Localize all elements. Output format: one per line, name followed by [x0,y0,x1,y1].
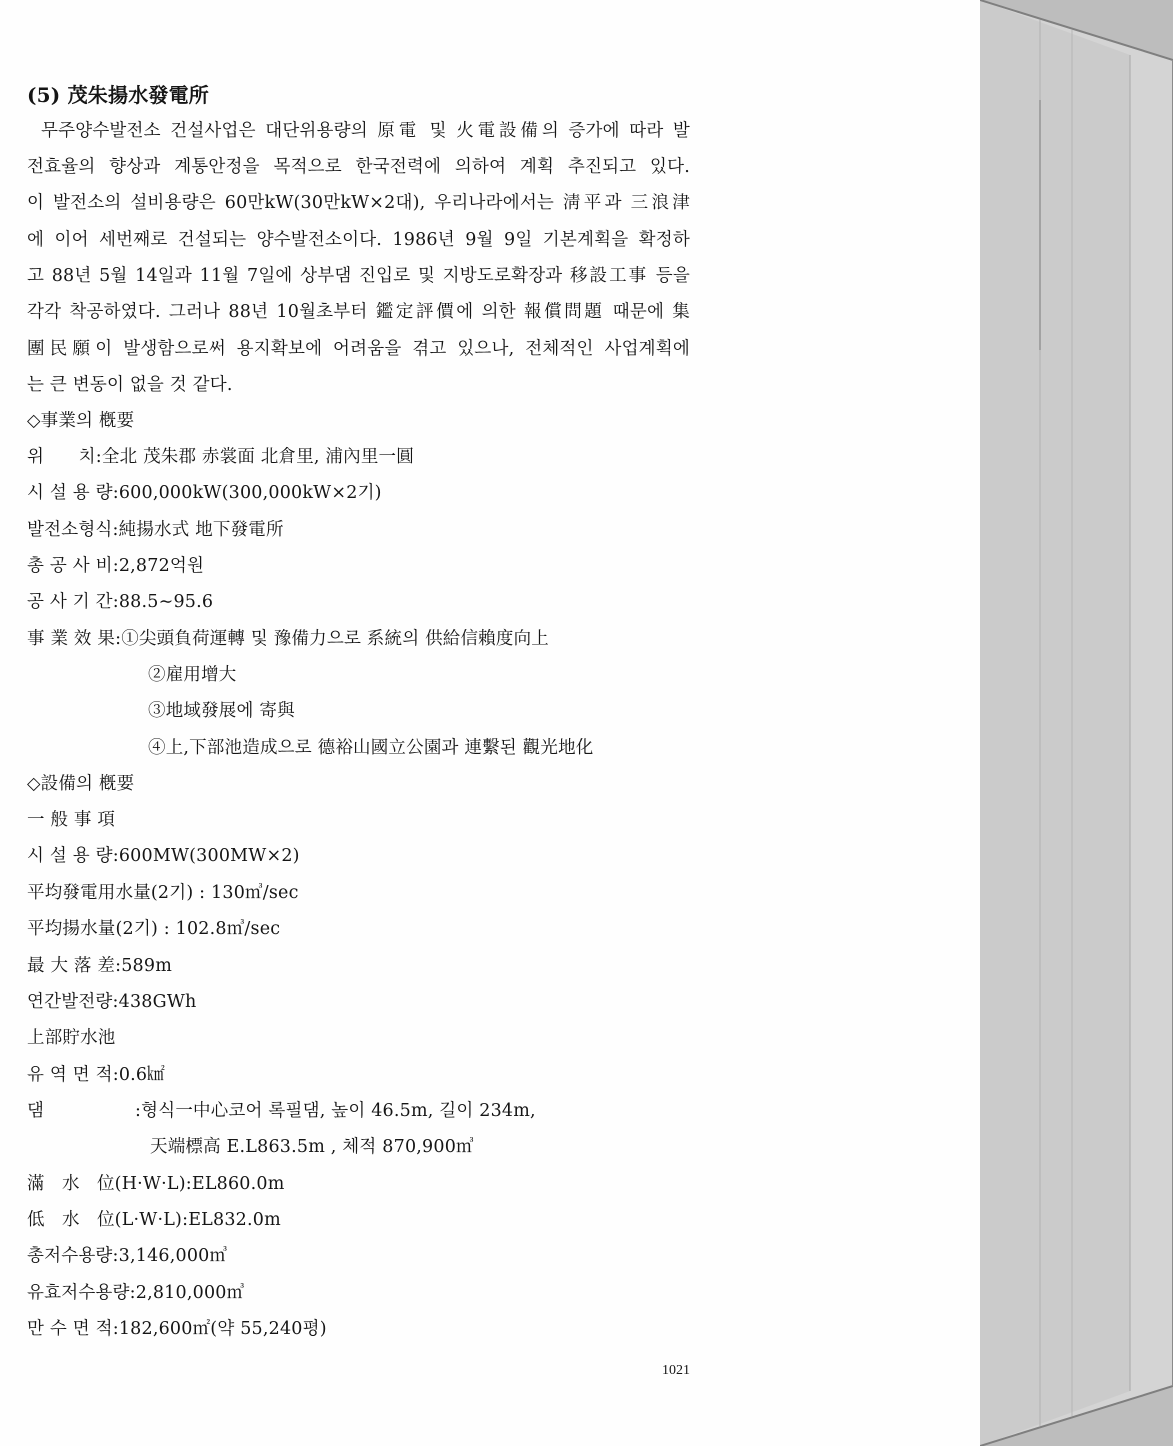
low-water-level-row: 低 水 位(L·W·L):EL832.0m [27,1210,281,1230]
annual-generation-row: 연간발전량:438GWh [27,992,197,1012]
avg-generation-flow-value: 130㎥/sec [211,883,299,903]
high-water-level-label: 滿 水 位(H·W·L) [27,1174,186,1194]
dam-value-line-2: 天端標高 E.L863.5m , 체적 870,900㎥ [150,1137,474,1157]
total-cost-label: 총 공 사 비 [27,556,113,576]
effects-row: 事 業 效 果:①尖頭負荷運轉 및 豫備力으로 系統의 供給信賴度向上 [27,629,549,649]
total-storage-label: 총저수용량 [27,1246,113,1266]
construction-period-label: 공 사 기 간 [27,592,113,612]
intro-line-8: 는 큰 변동이 없을 것 같다. [27,375,233,395]
avg-pumping-flow-value: 102.8㎥/sec [175,919,281,939]
effective-storage-value: 2,810,000㎥ [135,1283,245,1303]
effects-label: 事 業 效 果 [27,629,116,649]
business-overview-title: ◇事業의 槪要 [27,411,135,431]
catchment-area-row: 유 역 면 적:0.6㎢ [27,1065,165,1085]
location-row: 위 치:全北 茂朱郡 赤裳面 北倉里, 浦內里一圓 [27,447,414,467]
section-heading: (5) 茂朱揚水發電所 [27,83,210,107]
capacity-value: 600,000kW(300,000kW×2기) [118,483,382,503]
page-number: 1021 [662,1363,690,1378]
dam-row: 댐 :형식一中心코어 록필댐, 높이 46.5m, 길이 234m, [27,1101,536,1121]
location-value: 全北 茂朱郡 赤裳面 北倉里, 浦內里一圓 [101,447,414,467]
plant-type-row: 발전소형식:純揚水式 地下發電所 [27,520,284,540]
full-water-area-label: 만 수 면 적 [27,1319,113,1339]
high-water-level-value: EL860.0m [191,1174,285,1194]
plant-type-value: 純揚水式 地下發電所 [118,520,284,540]
catchment-area-label: 유 역 면 적 [27,1065,113,1085]
general-items-title: 一 般 事 項 [27,810,116,830]
effect-item-2: ②雇用增大 [148,665,237,685]
total-storage-row: 총저수용량:3,146,000㎥ [27,1246,228,1266]
effect-item-4: ④上,下部池造成으로 德裕山國立公園과 連繫된 觀光地化 [148,738,594,758]
low-water-level-value: EL832.0m [188,1210,281,1230]
total-cost-value: 2,872억원 [118,556,205,576]
high-water-level-row: 滿 水 位(H·W·L):EL860.0m [27,1174,285,1194]
facility-capacity-label: 시 설 용 량 [27,846,113,866]
catchment-area-value: 0.6㎢ [118,1065,165,1085]
facility-capacity-value: 600MW(300MW×2) [118,846,300,866]
intro-line-5: 고 88년 5월 14일과 11월 7일에 상부댐 진입로 및 지방도로확장과 移設工事 등을 [27,266,690,286]
facility-capacity-row: 시 설 용 량:600MW(300MW×2) [27,846,300,866]
avg-generation-flow-label: 平均發電用水量(2기) [27,883,194,903]
max-head-row: 最 大 落 差:589m [27,956,172,976]
dam-value-line-1: 형식一中心코어 록필댐, 높이 46.5m, 길이 234m, [141,1101,536,1121]
intro-line-6: 각각 착공하였다. 그러나 88년 10월초부터 鑑定評價에 의한 報償問題 때문에 集 [27,302,690,322]
annual-generation-value: 438GWh [118,992,197,1012]
effective-storage-row: 유효저수용량:2,810,000㎥ [27,1283,245,1303]
facility-overview-title: ◇設備의 槪要 [27,774,135,794]
plant-type-label: 발전소형식 [27,520,113,540]
intro-line-2: 전효율의 향상과 계통안정을 목적으로 한국전력에 의하여 계획 추진되고 있다. [27,157,690,177]
max-head-value: 589m [121,956,172,976]
intro-line-1: 무주양수발전소 건설사업은 대단위용량의 原電 및 火電設備의 증가에 따라 발 [41,121,690,141]
construction-period-value: 88.5∼95.6 [118,592,214,612]
total-storage-value: 3,146,000㎥ [118,1246,228,1266]
low-water-level-label: 低 水 位(L·W·L) [27,1210,183,1230]
max-head-label: 最 大 落 差 [27,956,116,976]
capacity-row: 시 설 용 량:600,000kW(300,000kW×2기) [27,483,382,503]
intro-line-3: 이 발전소의 설비용량은 60만kW(30만kW×2대), 우리나라에서는 淸平과 三浪津 [27,193,690,213]
full-water-area-value: 182,600㎡(약 55,240평) [118,1319,327,1339]
dam-label: 댐 [27,1101,45,1121]
location-label: 위 치 [27,447,96,467]
intro-line-4: 에 이어 세번째로 건설되는 양수발전소이다. 1986년 9월 9일 기본계획을 확정하 [27,230,690,250]
effect-item-1: ①尖頭負荷運轉 및 豫備力으로 系統의 供給信賴度向上 [121,629,549,649]
avg-pumping-flow-row: 平均揚水量(2기) : 102.8㎥/sec [27,919,281,939]
total-cost-row: 총 공 사 비:2,872억원 [27,556,205,576]
intro-line-7: 團民願이 발생함으로써 용지확보에 어려움을 겪고 있으나, 전체적인 사업계획에 [27,339,690,359]
annual-generation-label: 연간발전량 [27,992,113,1012]
upper-reservoir-title: 上部貯水池 [27,1028,116,1048]
avg-generation-flow-row: 平均發電用水量(2기) : 130㎥/sec [27,883,299,903]
capacity-label: 시 설 용 량 [27,483,113,503]
full-water-area-row: 만 수 면 적:182,600㎡(약 55,240평) [27,1319,327,1339]
construction-period-row: 공 사 기 간:88.5∼95.6 [27,592,214,612]
effect-item-3: ③地域發展에 寄與 [148,701,295,721]
effective-storage-label: 유효저수용량 [27,1283,130,1303]
book-page-edges [980,0,1173,1446]
avg-pumping-flow-label: 平均揚水量(2기) [27,919,158,939]
